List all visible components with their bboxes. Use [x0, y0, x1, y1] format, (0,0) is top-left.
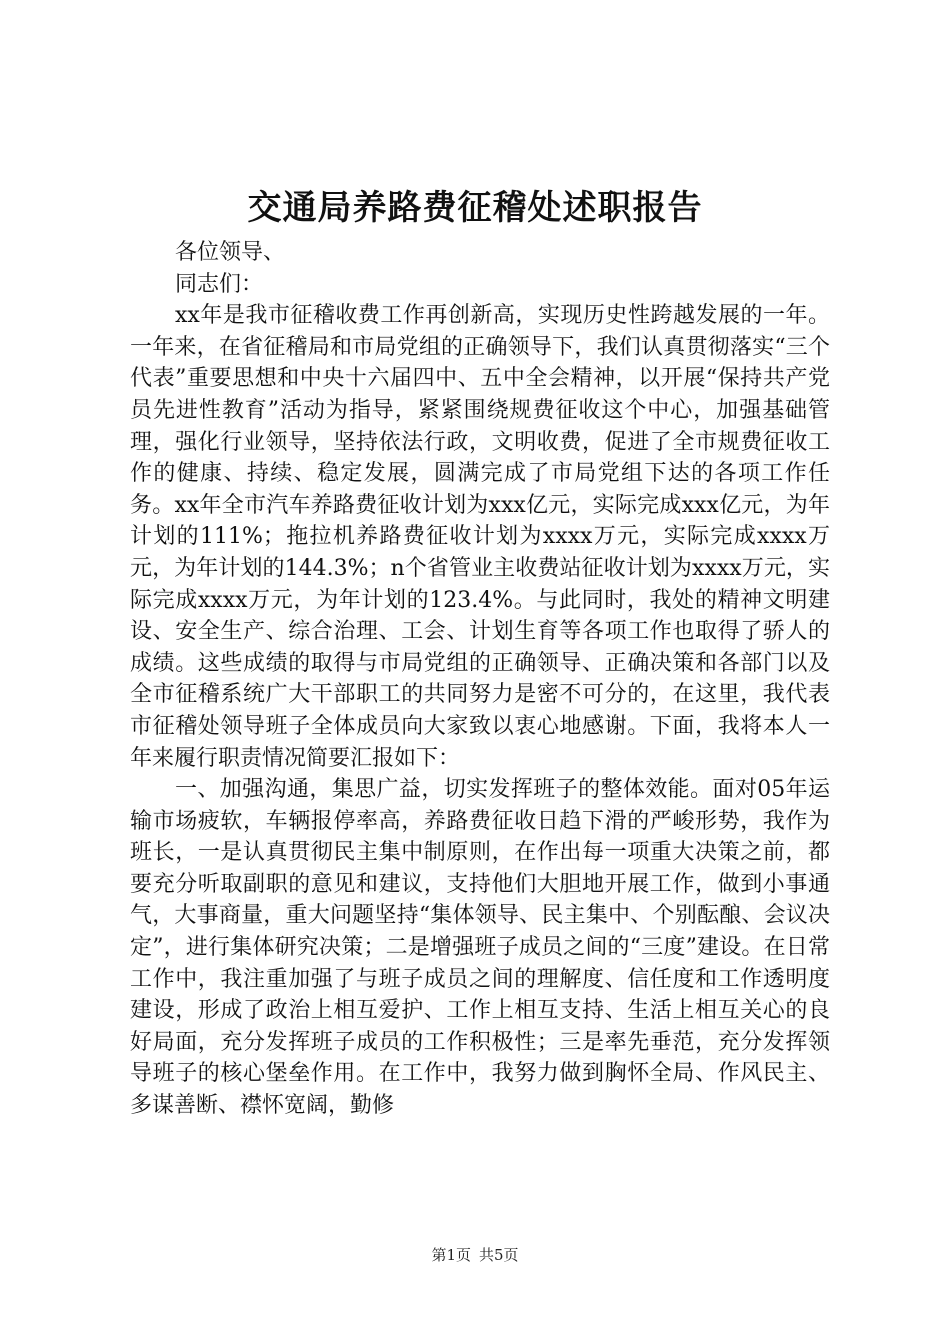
- body-paragraph: 一、加强沟通，集思广益，切实发挥班子的整体效能。面对05年运输市场疲软，车辆报停率高，养路费征收日趋下滑的严峻形势，我作为班长，一是认真贯彻民主集中制原则，在作出每一项重大决策之前，都要充分听取副职的意见和建议，支持他们大胆地开展工作，做到小事通气，大事商量，重大问题坚持“集体领导、民主集中、个别酝酿、会议决定”，进行集体研究决策；二是增强班子成员之间的“三度”建设。在日常工作中，我注重加强了与班子成员之间的理解度、信任度和工作透明度建设，形成了政治上相互爱护、工作上相互支持、生活上相互关心的良好局面，充分发挥班子成员的工作积极性；三是率先垂范，充分发挥领导班子的核心堡垒作用。在工作中，我努力做到胸怀全局、作风民主、多谋善断、襟怀宽阔，勤修: [130, 777, 830, 1119]
- greeting-line: 各位领导、: [175, 240, 286, 265]
- page-footer: [0, 1244, 950, 1266]
- document-body: [130, 237, 830, 1122]
- greeting-line: 同志们：: [175, 271, 264, 297]
- page-total: 共5页: [479, 1246, 519, 1264]
- body-paragraph: xx年是我市征稽收费工作再创新高，实现历史性跨越发展的一年。一年来，在省征稽局和市局党组的正确领导下，我们认真贯彻落实“三个代表”重要思想和中央十六届四中、五中全会精神，以开展“保持共产党员先进性教育”活动为指导，紧紧围绕规费征收这个中心，加强基础管理，强化行业领导，坚持依法行政，文明收费，促进了全市规费征收工作的健康、持续、稳定发展，圆满完成了市局党组下达的各项工作任务。xx年全市汽车养路费征收计划为xxx亿元，实际完成xxx亿元，为年计划的111%；拖拉机养路费征收计划为xxxx万元，实际完成xxxx万元，为年计划的144.3%；n个省管业主收费站征收计划为xxxx万元，实际完成xxxx万元，为年计划的123.4%。与此同时，我处的精神文明建设、安全生产、综合治理、工会、计划生育等各项工作也取得了骄人的成绩。这些成绩的取得与市局党组的正确领导、正确决策和各部门以及全市征稽系统广大干部职工的共同努力是密不可分的，在这里，我代表市征稽处领导班子全体成员向大家致以衷心地感谢。下面，我将本人一年来履行职责情况简要汇报如下：: [130, 303, 830, 771]
- page-number: 第1页: [431, 1246, 471, 1264]
- document-title: 交通局养路费征稽处述职报告: [247, 188, 703, 228]
